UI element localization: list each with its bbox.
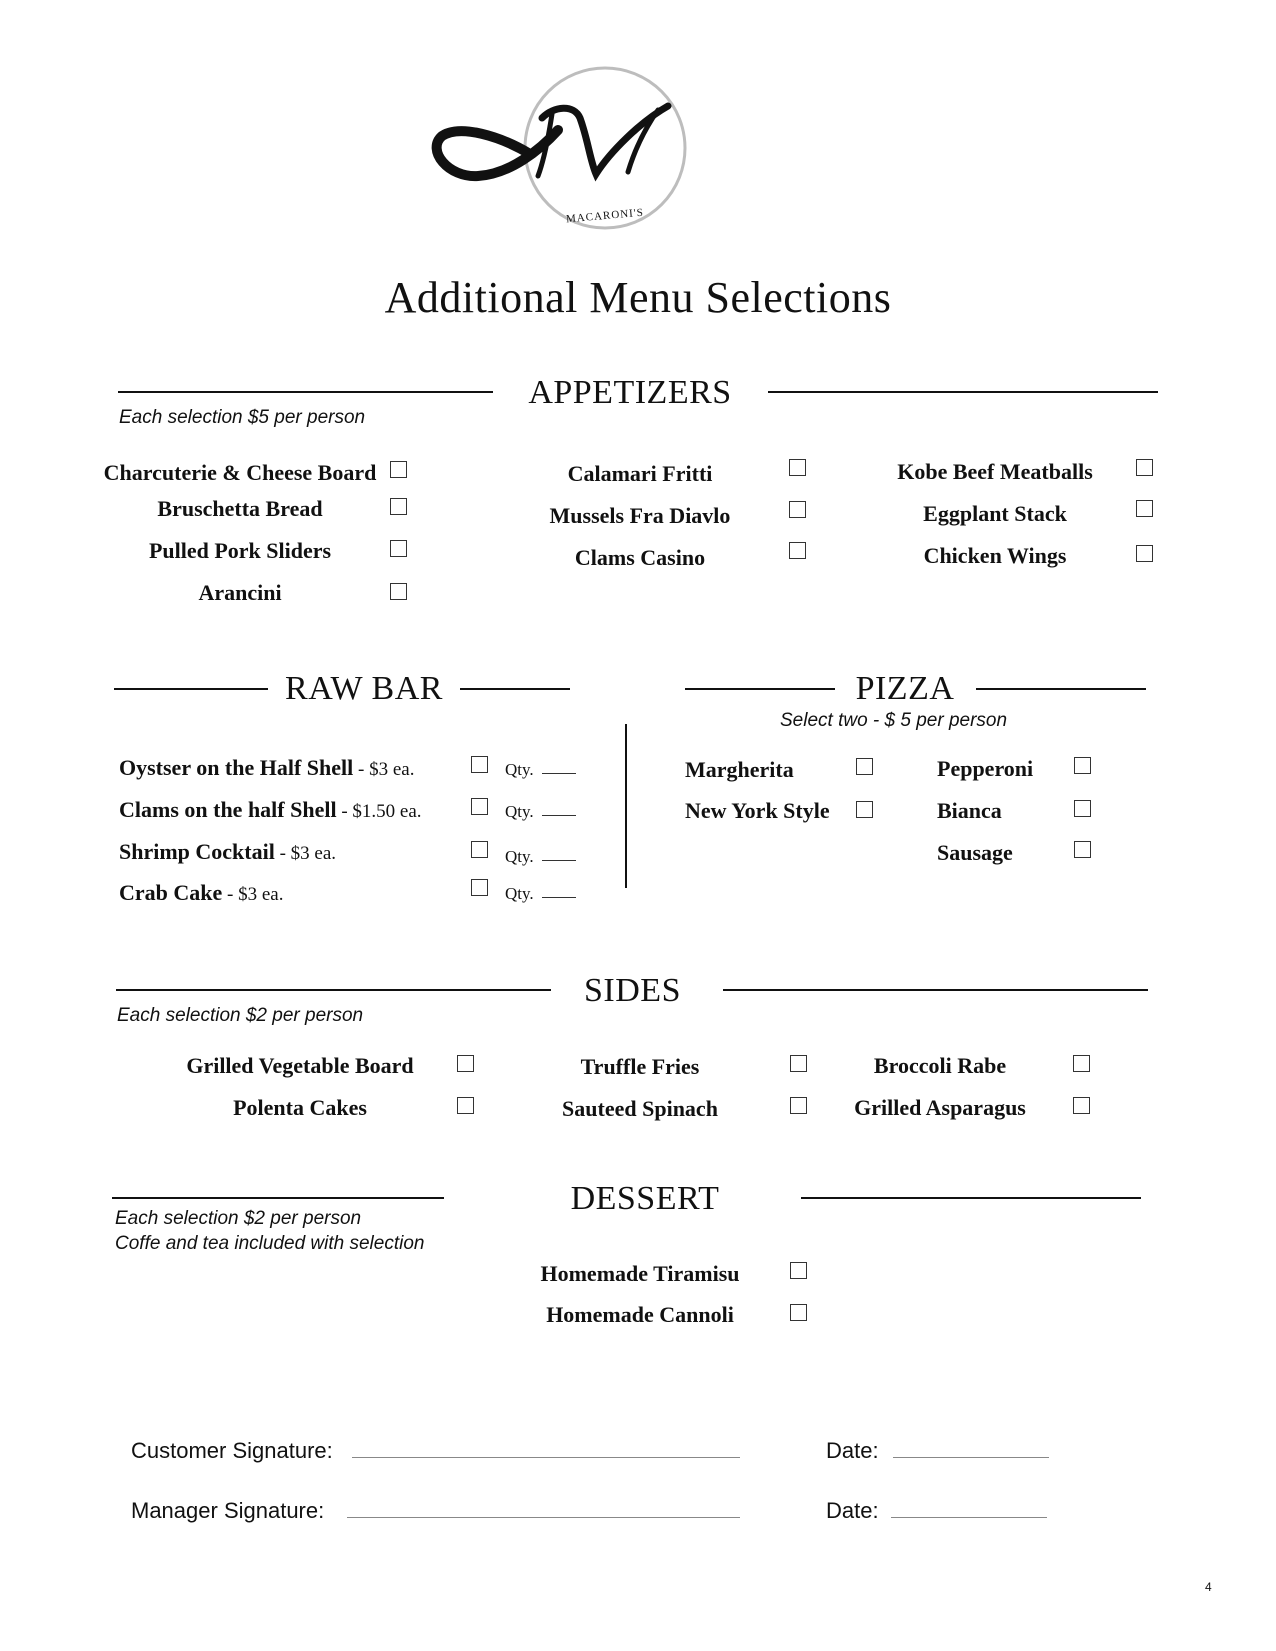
qty-label: Qty. [505,760,534,779]
menu-item-label: New York Style [685,798,830,823]
qty-label: Qty. [505,847,534,866]
menu-item-checkbox[interactable] [1136,459,1153,476]
menu-item-checkbox[interactable] [1073,1055,1090,1072]
menu-item-label: Homemade Cannoli [546,1302,734,1327]
menu-item-checkbox[interactable] [790,1097,807,1114]
appetizers-note: Each selection $5 per person [119,407,366,428]
customer-signature-label: Customer Signature: [131,1438,333,1463]
raw-bar-item-price: - $3 ea. [222,884,284,905]
menu-item-label: Bruschetta Bread [157,496,323,521]
menu-item-label: Chicken Wings [923,543,1067,568]
menu-item-label: Arancini [198,580,282,605]
qty-label: Qty. [505,884,534,903]
manager-date-label: Date: [826,1498,879,1523]
raw-bar-checkbox[interactable] [471,798,488,815]
page-title: Additional Menu Selections [384,273,892,322]
menu-item-checkbox[interactable] [390,583,407,600]
sides-rule-left [116,989,551,991]
menu-item-checkbox[interactable] [856,801,873,818]
dessert-note-coffee: Coffe and tea included with selection [115,1233,425,1254]
pizza-rule-left [685,688,835,690]
menu-item-label: Pulled Pork Sliders [148,538,332,563]
qty-field[interactable] [505,884,576,904]
menu-item-checkbox[interactable] [789,501,806,518]
menu-item-label: Kobe Beef Meatballs [897,459,1093,484]
raw-bar-rule-left [114,688,268,690]
dessert-heading: DESSERT [570,1180,720,1217]
sides-rule-right [723,989,1148,991]
raw-bar-item [119,797,422,823]
sides-heading: SIDES [584,972,681,1009]
raw-bar-checkbox[interactable] [471,756,488,773]
raw-bar-checkbox[interactable] [471,879,488,896]
qty-line [542,773,576,774]
dessert-rule-left [112,1197,444,1199]
menu-item-checkbox[interactable] [390,498,407,515]
menu-item-label: Bianca [937,798,1002,823]
customer-date-label: Date: [826,1438,879,1463]
menu-item-checkbox[interactable] [1074,841,1091,858]
raw-bar-item [119,839,336,865]
qty-line [542,815,576,816]
appetizers-heading: APPETIZERS [528,374,732,411]
logo [430,60,730,250]
menu-item-checkbox[interactable] [1073,1097,1090,1114]
menu-item-label: Eggplant Stack [923,501,1067,526]
menu-item-label: Mussels Fra Diavlo [549,503,731,528]
manager-signature-field[interactable] [347,1517,740,1518]
menu-item-label: Grilled Asparagus [854,1095,1026,1120]
customer-date-field[interactable] [893,1457,1049,1458]
raw-bar-item-name: Shrimp Cocktail [119,839,275,864]
menu-item-label: Broccoli Rabe [873,1053,1007,1078]
qty-field[interactable] [505,802,576,822]
raw-bar-item-price: - $1.50 ea. [336,801,422,822]
menu-item-checkbox[interactable] [790,1055,807,1072]
menu-item-label: Calamari Fritti [567,461,713,486]
raw-bar-item-name: Crab Cake [119,880,223,905]
raw-bar-heading: RAW BAR [285,670,443,707]
menu-item-checkbox[interactable] [1074,757,1091,774]
menu-item-label: Charcuterie & Cheese Board [103,460,377,485]
raw-bar-item-name: Oystser on the Half Shell [119,755,354,780]
menu-item-checkbox[interactable] [790,1262,807,1279]
menu-item-label: Sausage [937,840,1013,865]
menu-item-checkbox[interactable] [1074,800,1091,817]
menu-item-label: Truffle Fries [580,1054,700,1079]
appetizers-rule-right [768,391,1158,393]
qty-field[interactable] [505,760,576,780]
pizza-note: Select two - $ 5 per person [780,710,1008,731]
qty-field[interactable] [505,847,576,867]
qty-label: Qty. [505,802,534,821]
menu-item-checkbox[interactable] [790,1304,807,1321]
pizza-rule-right [976,688,1146,690]
menu-item-label: Margherita [685,757,794,782]
menu-item-label: Polenta Cakes [233,1095,367,1120]
raw-bar-rule-right [460,688,570,690]
menu-item-checkbox[interactable] [789,459,806,476]
dessert-rule-right [801,1197,1141,1199]
manager-date-field[interactable] [891,1517,1047,1518]
menu-item-label: Grilled Vegetable Board [186,1053,414,1078]
raw-bar-item-price: - $3 ea. [274,843,337,864]
appetizers-rule-left [118,391,493,393]
menu-item-checkbox[interactable] [1136,545,1153,562]
raw-bar-checkbox[interactable] [471,841,488,858]
menu-item-checkbox[interactable] [390,461,407,478]
page-number: 4 [1205,1580,1212,1594]
menu-item-label: Clams Casino [574,545,706,570]
menu-item-checkbox[interactable] [457,1097,474,1114]
raw-bar-item-price: - $3 ea. [353,759,415,780]
menu-item-checkbox[interactable] [390,540,407,557]
menu-item-checkbox[interactable] [856,758,873,775]
dessert-note-price: Each selection $2 per person [115,1208,362,1229]
menu-item-label: Pepperoni [937,756,1034,781]
raw-bar-item [119,755,414,781]
sides-note: Each selection $2 per person [117,1005,364,1026]
logo-brand-text: MACARONI'S [565,206,645,226]
raw-bar-item-name: Clams on the half Shell [119,797,337,822]
menu-item-checkbox[interactable] [457,1055,474,1072]
raw-bar-item [119,880,283,906]
section-divider [625,724,627,888]
menu-item-checkbox[interactable] [789,542,806,559]
customer-signature-field[interactable] [352,1457,740,1458]
qty-line [542,860,576,861]
menu-item-checkbox[interactable] [1136,500,1153,517]
menu-item-label: Sauteed Spinach [562,1096,718,1121]
qty-line [542,897,576,898]
pizza-heading: PIZZA [855,670,955,707]
menu-item-label: Homemade Tiramisu [540,1261,740,1286]
manager-signature-label: Manager Signature: [131,1498,325,1523]
